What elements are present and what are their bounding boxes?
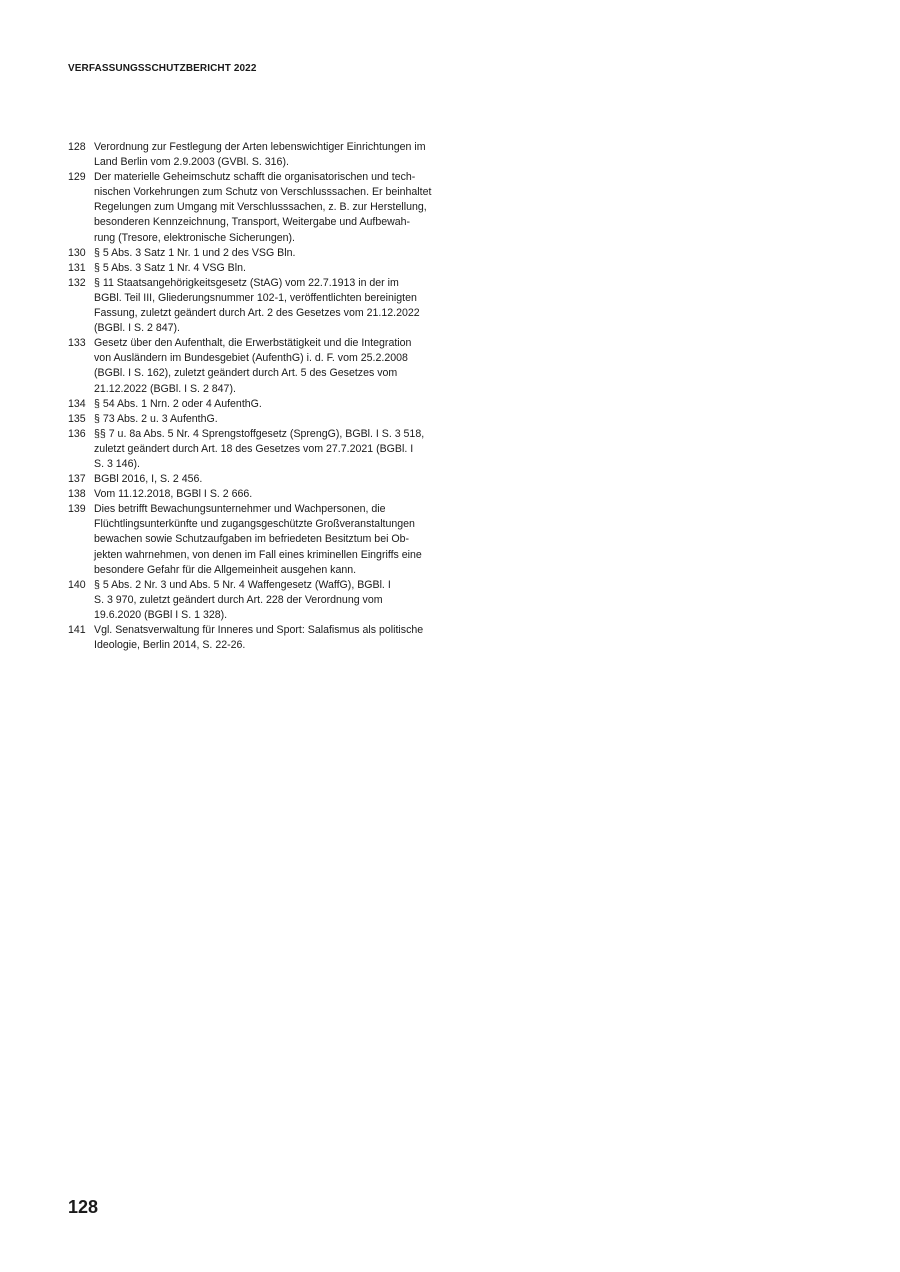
footnote-line: § 54 Abs. 1 Nrn. 2 oder 4 AufenthG.	[94, 397, 262, 410]
footnote-number: 138	[68, 488, 86, 501]
footnote-line: Verordnung zur Festlegung der Arten lebenswichtiger Einrichtungen im	[94, 141, 426, 153]
footnote-number: 137	[68, 473, 86, 486]
footnote-line: § 5 Abs. 3 Satz 1 Nr. 1 und 2 des VSG Bln.	[94, 246, 296, 259]
footnote-line: Dies betrifft Bewachungsunternehmer und Wachpersonen, die	[94, 503, 386, 516]
footnote-text	[94, 502, 444, 577]
footnote-item	[68, 427, 444, 472]
footnote-line: § 73 Abs. 2 u. 3 AufenthG.	[94, 412, 218, 425]
footnote-number: 136	[68, 427, 86, 440]
footnote-text	[94, 427, 444, 472]
footnote-text	[94, 578, 444, 623]
footnote-text	[94, 140, 444, 170]
footnote-text	[94, 246, 444, 261]
footnote-number: 140	[68, 578, 86, 591]
footnote-line: Land Berlin vom 2.9.2003 (GVBl. S. 316).	[94, 156, 289, 169]
footnote-line: zuletzt geändert durch Art. 18 des Gesetzes vom 27.7.2021 (BGBl. I	[94, 442, 414, 455]
footnote-line: bewachen sowie Schutzaufgaben im befriedeten Besitztum bei Ob-	[94, 533, 410, 546]
footnote-number: 139	[68, 503, 86, 516]
footnote-line: BGBl. Teil III, Gliederungsnummer 102-1, veröffentlichten bereinigten	[94, 291, 417, 304]
running-header: VERFASSUNGSSCHUTZBERICHT 2022	[68, 63, 257, 74]
footnote-line: § 5 Abs. 3 Satz 1 Nr. 4 VSG Bln.	[94, 261, 246, 274]
footnote-text	[94, 170, 444, 245]
footnote-number: 131	[68, 261, 86, 274]
footnote-text	[94, 397, 444, 412]
footnote-line: besonderen Kennzeichnung, Transport, Weitergabe und Aufbewah-	[94, 216, 411, 229]
footnote-item	[68, 140, 444, 170]
footnote-number: 141	[68, 624, 86, 636]
footnote-line: 21.12.2022 (BGBl. I S. 2 847).	[94, 382, 236, 395]
footnote-item	[68, 246, 444, 261]
footnote-item	[68, 170, 444, 245]
footnote-item	[68, 276, 444, 336]
footnote-number: 133	[68, 337, 86, 350]
page-number: 128	[68, 1197, 99, 1217]
footnote-item	[68, 412, 444, 427]
footnote-line: Ideologie, Berlin 2014, S. 22-26.	[94, 639, 246, 652]
footnote-line: (BGBl. I S. 2 847).	[94, 322, 180, 335]
footnote-text	[94, 276, 444, 336]
footnote-text	[94, 261, 444, 276]
footnote-text	[94, 472, 444, 487]
footnote-item	[68, 472, 444, 487]
footnote-text	[94, 623, 444, 653]
footnote-line: BGBl 2016, I, S. 2 456.	[94, 473, 203, 486]
footnote-line: jekten wahrnehmen, von denen im Fall eines kriminellen Eingriffs eine	[94, 548, 422, 561]
footnote-number: 130	[68, 246, 86, 259]
footnote-line: Gesetz über den Aufenthalt, die Erwerbstätigkeit und die Integration	[94, 337, 412, 350]
footnote-text	[94, 412, 444, 427]
footnote-item	[68, 487, 444, 502]
footnote-item	[68, 261, 444, 276]
footnote-number: 129	[68, 171, 86, 184]
footnote-line: S. 3 146).	[94, 457, 140, 470]
footnotes-list	[68, 140, 444, 653]
footnote-number: 135	[68, 412, 86, 425]
footnote-text	[94, 336, 444, 396]
footnote-item	[68, 578, 444, 623]
footnote-item	[68, 623, 444, 653]
footnote-line: 19.6.2020 (BGBl I S. 1 328).	[94, 608, 228, 621]
footnote-line: besondere Gefahr für die Allgemeinheit ausgehen kann.	[94, 563, 357, 576]
footnote-item	[68, 397, 444, 412]
footnote-line: rung (Tresore, elektronische Sicherungen).	[94, 231, 295, 244]
footnote-number: 134	[68, 397, 86, 410]
footnote-text	[94, 487, 444, 502]
footnote-number: 132	[68, 276, 86, 289]
footnote-line: Regelungen zum Umgang mit Verschlusssachen, z. B. zur Herstellung,	[94, 201, 427, 214]
footnote-line: Fassung, zuletzt geändert durch Art. 2 des Gesetzes vom 21.12.2022	[94, 307, 420, 320]
footnote-line: nischen Vorkehrungen zum Schutz von Verschlusssachen. Er beinhaltet	[94, 186, 432, 199]
footnote-line: § 5 Abs. 2 Nr. 3 und Abs. 5 Nr. 4 Waffengesetz (WaffG), BGBl. I	[94, 578, 391, 591]
footnote-line: S. 3 970, zuletzt geändert durch Art. 228 der Verordnung vom	[94, 593, 383, 606]
footnote-line: Der materielle Geheimschutz schafft die organisatorischen und tech-	[94, 171, 416, 184]
footnote-line: § 11 Staatsangehörigkeitsgesetz (StAG) vom 22.7.1913 in der im	[94, 276, 399, 289]
footnote-line: (BGBl. I S. 162), zuletzt geändert durch Art. 5 des Gesetzes vom	[94, 367, 398, 380]
footnote-line: von Ausländern im Bundesgebiet (AufenthG) i. d. F. vom 25.2.2008	[94, 352, 408, 365]
footnote-item	[68, 336, 444, 396]
footnote-line: Flüchtlingsunterkünfte und zugangsgeschützte Großveranstaltungen	[94, 518, 415, 531]
footnote-number: 128	[68, 141, 86, 153]
footnote-line: §§ 7 u. 8a Abs. 5 Nr. 4 Sprengstoffgesetz (SprengG), BGBl. I S. 3 518,	[94, 427, 425, 440]
footnote-line: Vom 11.12.2018, BGBl I S. 2 666.	[94, 488, 253, 501]
footnote-line: Vgl. Senatsverwaltung für Inneres und Sport: Salafismus als politische	[94, 624, 424, 636]
footnote-item	[68, 502, 444, 577]
